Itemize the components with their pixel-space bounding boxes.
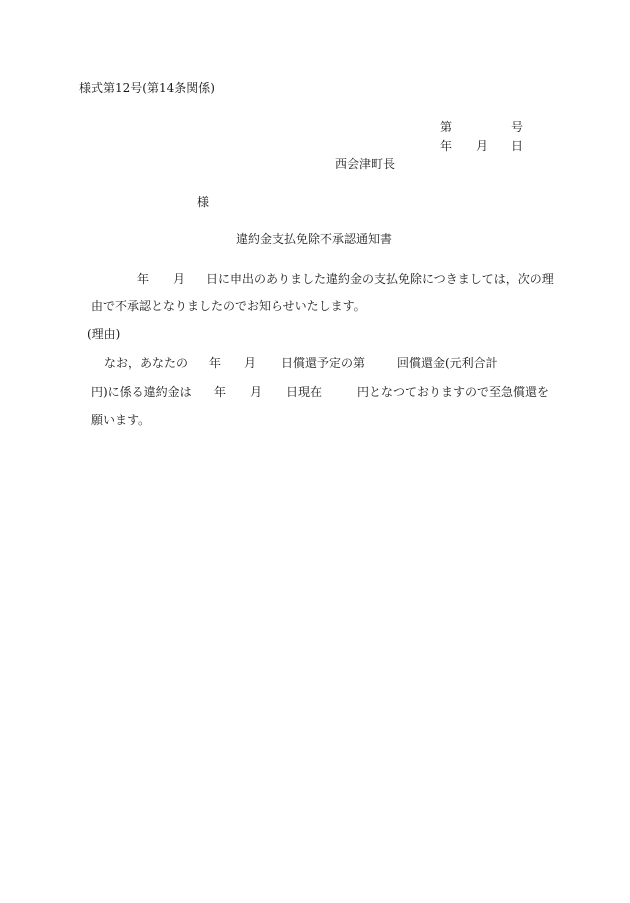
para2-line3: 願います。 xyxy=(91,413,151,427)
para2-line2-date: 日現在 xyxy=(286,385,323,399)
para2-line2-a: 円)に係る違約金は xyxy=(91,385,192,399)
document-number-dai: 第 xyxy=(440,120,453,134)
para2-line1-day: 日償還予定の第 xyxy=(281,356,366,370)
addressee-suffix: 様 xyxy=(197,195,210,209)
date-month: 月 xyxy=(476,139,489,153)
para1-rest: 日に申出のありました違約金の支払免除につきましては，次の理 xyxy=(206,272,554,286)
document-number-go: 号 xyxy=(511,120,524,134)
date-year: 年 xyxy=(440,139,453,153)
reason-heading: (理由) xyxy=(87,327,121,341)
para2-line2-month: 月 xyxy=(250,385,263,399)
para1-month: 月 xyxy=(173,272,186,286)
date-day: 日 xyxy=(511,139,524,153)
issuer: 西会津町長 xyxy=(335,157,396,171)
para2-line1-a: なお，あなたの xyxy=(104,356,189,370)
para2-line1-installment: 回償還金(元利合計 xyxy=(397,356,498,370)
para1-line2: 由で不承認となりましたのでお知らせいたします。 xyxy=(91,299,366,313)
form-label: 様式第12号(第14条関係) xyxy=(79,81,215,95)
para1-year: 年 xyxy=(137,272,150,286)
para2-line1-month: 月 xyxy=(244,356,257,370)
para2-line1-year: 年 xyxy=(209,356,222,370)
para2-line2-year: 年 xyxy=(214,385,227,399)
document-title: 違約金支払免除不承認通知書 xyxy=(236,232,393,246)
para2-line2-amount: 円となつておりますので至急償還を xyxy=(357,385,550,399)
